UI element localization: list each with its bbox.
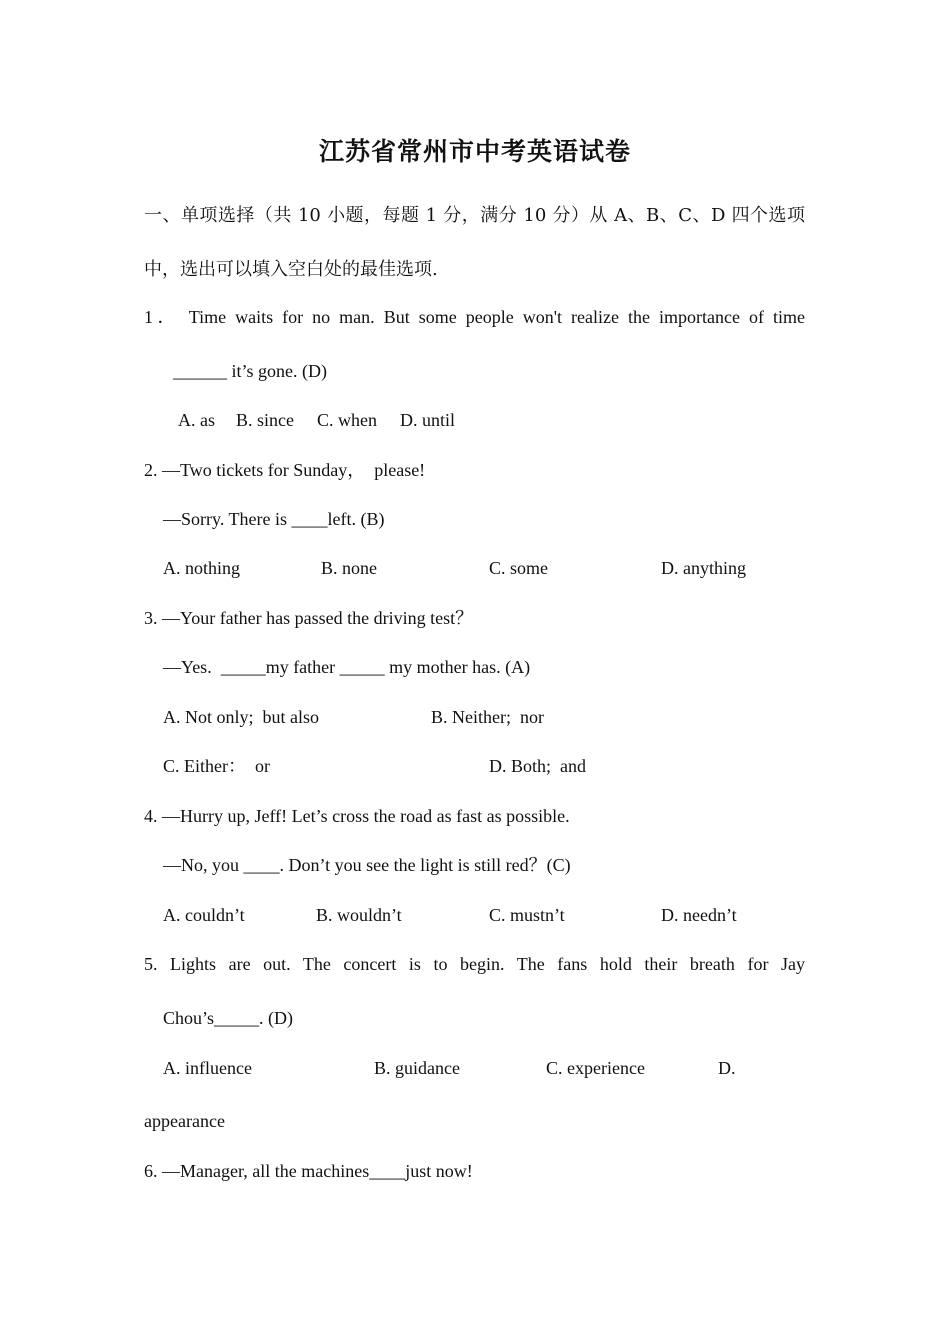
question-1-option-b: B. since [236,410,294,430]
question-2-stem-cont: —Sorry. There is ____left. (B) [163,509,385,529]
question-3-stem-cont: —Yes. _____my father _____ my mother has. (A) [163,657,531,677]
question-1-stem: 1． Time waits for no man. But some people won't realize the importance of time [144,307,805,327]
question-3-option-c: C. Either： or [163,756,270,776]
question-2-stem: 2. —Two tickets for Sunday， please! [144,460,426,480]
question-5-option-d: D. [718,1058,736,1078]
question-3-option-b: B. Neither; nor [431,707,544,727]
question-1-option-a: A. as [178,410,215,430]
question-3-stem: 3. —Your father has passed the driving test？ [144,608,474,628]
instructions-line-1: 一、单项选择（共 10 小题，每题 1 分，满分 10 分）从 A、B、C、D 四个选项 [144,205,805,226]
page-title: 江苏省常州市中考英语试卷 [318,137,631,166]
instructions-line-2: 中，选出可以填入空白处的最佳选项. [144,259,438,280]
question-2-option-c: C. some [489,558,549,578]
question-3-option-a: A. Not only; but also [163,707,319,727]
question-3-option-d: D. Both; and [489,756,586,776]
question-2-option-b: B. none [321,558,377,578]
question-5-stem: 5. Lights are out. The concert is to begin. The fans hold their breath for Jay [144,954,805,974]
question-2-option-a: A. nothing [163,558,241,578]
question-6-stem: 6. —Manager, all the machines____just now! [144,1161,473,1181]
question-2-option-d: D. anything [661,558,746,578]
question-5-option-b: B. guidance [374,1058,460,1078]
question-5-option-d-cont: appearance [144,1111,225,1131]
question-5-option-a: A. influence [163,1058,252,1078]
question-1-option-c: C. when [317,410,377,430]
question-4-option-b: B. wouldn’t [316,905,402,925]
question-4-stem: 4. —Hurry up, Jeff! Let’s cross the road as fast as possible. [144,806,570,826]
question-4-option-c: C. mustn’t [489,905,565,925]
question-1-stem-cont: ______ it’s gone. (D) [173,361,327,381]
question-1-option-d: D. until [400,410,456,430]
question-4-option-d: D. needn’t [661,905,737,925]
question-4-stem-cont: —No, you ____. Don’t you see the light is still red？(C) [163,855,571,875]
question-5-option-c: C. experience [546,1058,645,1078]
question-5-stem-cont: Chou’s_____. (D) [163,1008,293,1028]
question-4-option-a: A. couldn’t [163,905,245,925]
